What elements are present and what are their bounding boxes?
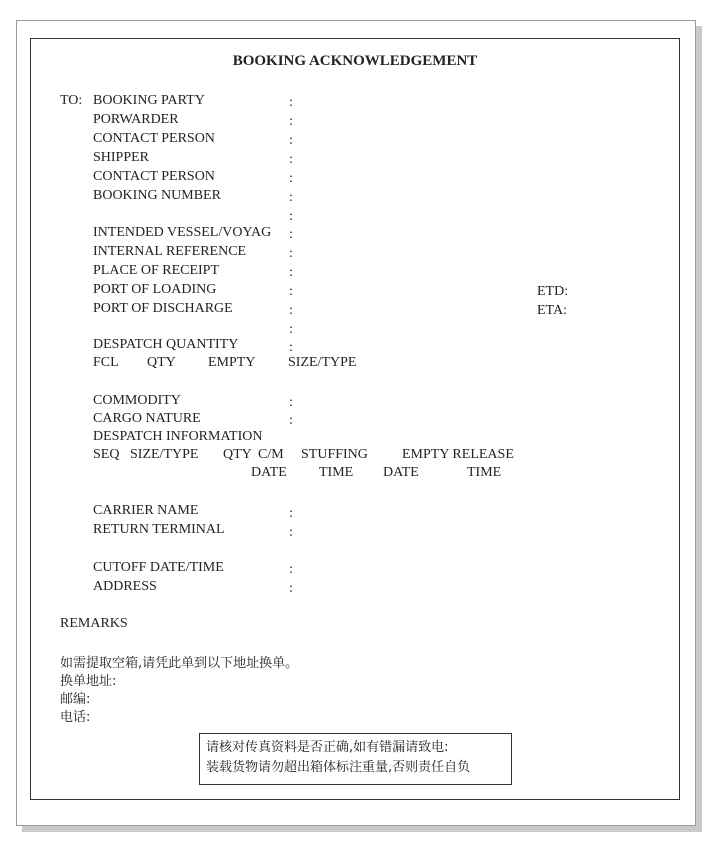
info-header-stuffing: STUFFING — [301, 447, 368, 462]
colon: : — [289, 322, 293, 337]
field-porwarder: PORWARDER — [93, 112, 179, 127]
info-header-release-date: DATE — [383, 465, 419, 480]
remark-line-3: 邮编: — [60, 692, 91, 707]
info-header-qty: QTY — [223, 447, 252, 462]
remark-line-1: 如需提取空箱,请凭此单到以下地址换单。 — [60, 656, 299, 671]
info-header-size-type: SIZE/TYPE — [130, 447, 199, 462]
colon: : — [289, 171, 293, 186]
colon: : — [289, 284, 293, 299]
info-header-cm: C/M — [258, 447, 284, 462]
colon: : — [289, 562, 293, 577]
despatch-quantity-label: DESPATCH QUANTITY — [93, 337, 239, 352]
field-contact-person-1: CONTACT PERSON — [93, 131, 215, 146]
remark-line-2: 换单地址: — [60, 674, 117, 689]
field-port-of-discharge: PORT OF DISCHARGE — [93, 301, 233, 316]
info-header-seq: SEQ — [93, 447, 120, 462]
field-place-of-receipt: PLACE OF RECEIPT — [93, 263, 220, 278]
info-header-empty-release: EMPTY RELEASE — [402, 447, 514, 462]
colon: : — [289, 581, 293, 596]
colon: : — [289, 190, 293, 205]
colon: : — [289, 525, 293, 540]
info-header-release-time: TIME — [467, 465, 502, 480]
field-commodity: COMMODITY — [93, 393, 181, 408]
notice-line-2: 装载货物请勿超出箱体标注重量,否则责任自负 — [206, 760, 471, 775]
field-cargo-nature: CARGO NATURE — [93, 411, 201, 426]
field-cutoff: CUTOFF DATE/TIME — [93, 560, 224, 575]
field-carrier-name: CARRIER NAME — [93, 503, 199, 518]
field-address: ADDRESS — [93, 579, 157, 594]
field-booking-party: BOOKING PARTY — [93, 93, 205, 108]
notice-line-1: 请核对传真资料是否正确,如有错漏请致电: — [206, 740, 449, 755]
field-port-of-loading: PORT OF LOADING — [93, 282, 217, 297]
qty-header-size-type: SIZE/TYPE — [288, 355, 357, 370]
colon: : — [289, 506, 293, 521]
etd-label: ETD: — [537, 284, 569, 299]
field-return-terminal: RETURN TERMINAL — [93, 522, 225, 537]
colon: : — [289, 340, 293, 355]
field-contact-person-2: CONTACT PERSON — [93, 169, 215, 184]
field-internal-reference: INTERNAL REFERENCE — [93, 244, 247, 259]
to-label: TO: — [60, 93, 83, 108]
info-header-stuffing-time: TIME — [319, 465, 354, 480]
colon: : — [289, 265, 293, 280]
despatch-information-label: DESPATCH INFORMATION — [93, 429, 263, 444]
field-booking-number: BOOKING NUMBER — [93, 188, 221, 203]
field-intended-vessel: INTENDED VESSEL/VOYAG — [93, 225, 272, 240]
eta-label: ETA: — [537, 303, 567, 318]
qty-header-qty: QTY — [147, 355, 176, 370]
notice-box — [199, 733, 512, 785]
colon: : — [289, 152, 293, 167]
field-shipper: SHIPPER — [93, 150, 150, 165]
colon: : — [289, 95, 293, 110]
remarks-label: REMARKS — [60, 616, 128, 631]
qty-header-empty: EMPTY — [208, 355, 256, 370]
colon: : — [289, 133, 293, 148]
qty-header-fcl: FCL — [93, 355, 119, 370]
colon: : — [289, 209, 293, 224]
form-title: BOOKING ACKNOWLEDGEMENT — [232, 53, 478, 69]
colon: : — [289, 395, 293, 410]
colon: : — [289, 413, 293, 428]
colon: : — [289, 246, 293, 261]
remark-line-4: 电话: — [60, 710, 91, 725]
info-header-stuffing-date: DATE — [251, 465, 287, 480]
colon: : — [289, 227, 293, 242]
colon: : — [289, 114, 293, 129]
colon: : — [289, 303, 293, 318]
